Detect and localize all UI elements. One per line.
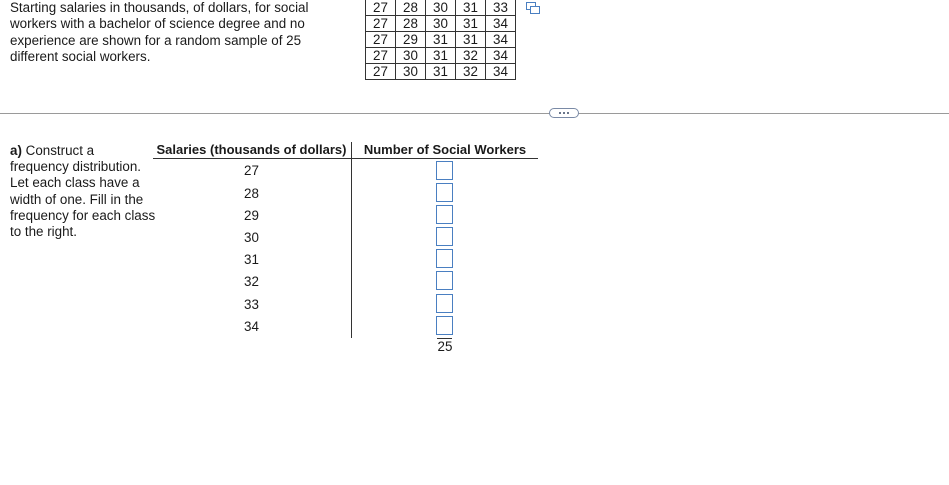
dot-icon xyxy=(563,112,565,114)
data-row xyxy=(366,16,516,32)
salary-data-table xyxy=(365,0,516,80)
frequency-input-29[interactable] xyxy=(436,205,453,224)
data-cell: 31 xyxy=(456,0,486,16)
column-divider xyxy=(351,142,352,338)
class-label: 27 xyxy=(244,163,259,178)
copy-data-icon[interactable] xyxy=(526,2,540,14)
data-cell: 27 xyxy=(366,32,396,48)
class-label: 28 xyxy=(244,186,259,201)
data-row xyxy=(366,48,516,64)
count-column-header: Number of Social Workers xyxy=(363,142,527,157)
salary-column-header: Salaries (thousands of dollars) xyxy=(156,142,347,157)
data-cell: 31 xyxy=(456,32,486,48)
class-label: 31 xyxy=(244,252,259,267)
frequency-input-30[interactable] xyxy=(436,227,453,246)
data-cell: 27 xyxy=(366,64,396,80)
class-label: 34 xyxy=(244,319,259,334)
section-divider xyxy=(0,113,949,114)
frequency-total: 25 xyxy=(437,339,453,354)
data-cell: 34 xyxy=(486,48,516,64)
data-cell: 27 xyxy=(366,0,396,16)
class-label: 29 xyxy=(244,208,259,223)
dot-icon xyxy=(567,112,569,114)
data-cell: 27 xyxy=(366,48,396,64)
data-cell: 27 xyxy=(366,16,396,32)
dot-icon xyxy=(559,112,561,114)
class-label: 30 xyxy=(244,230,259,245)
data-row xyxy=(366,64,516,80)
frequency-input-32[interactable] xyxy=(436,271,453,290)
data-cell: 31 xyxy=(426,48,456,64)
data-cell: 32 xyxy=(456,48,486,64)
data-cell: 30 xyxy=(426,0,456,16)
data-cell: 28 xyxy=(396,0,426,16)
data-row xyxy=(366,32,516,48)
frequency-input-31[interactable] xyxy=(436,249,453,268)
more-options-button[interactable] xyxy=(549,108,579,118)
intro-text: Starting salaries in thousands, of dollars, for social workers with a bachelor of science degree and no experience are shown for a random sample of 25 different social workers. xyxy=(10,0,309,64)
data-cell: 30 xyxy=(396,48,426,64)
class-label: 33 xyxy=(244,297,259,312)
problem-statement xyxy=(10,0,330,65)
data-cell: 34 xyxy=(486,32,516,48)
data-cell: 31 xyxy=(426,64,456,80)
data-cell: 30 xyxy=(396,64,426,80)
frequency-input-34[interactable] xyxy=(436,316,453,335)
question-text: Construct a frequency distribution. Let each class have a width of one. Fill in the frequency for each class to the right. xyxy=(10,143,156,240)
data-cell: 34 xyxy=(486,16,516,32)
header-rule xyxy=(153,158,538,159)
data-cell: 31 xyxy=(426,32,456,48)
data-cell: 28 xyxy=(396,16,426,32)
frequency-input-33[interactable] xyxy=(436,294,453,313)
frequency-input-27[interactable] xyxy=(436,161,453,180)
data-cell: 30 xyxy=(426,16,456,32)
question-label: a) xyxy=(10,143,22,158)
frequency-input-28[interactable] xyxy=(436,183,453,202)
data-cell: 29 xyxy=(396,32,426,48)
question-a xyxy=(10,143,156,240)
data-cell: 34 xyxy=(486,64,516,80)
data-cell: 33 xyxy=(486,0,516,16)
data-cell: 31 xyxy=(456,16,486,32)
data-cell: 32 xyxy=(456,64,486,80)
data-row xyxy=(366,0,516,16)
class-label: 32 xyxy=(244,274,259,289)
